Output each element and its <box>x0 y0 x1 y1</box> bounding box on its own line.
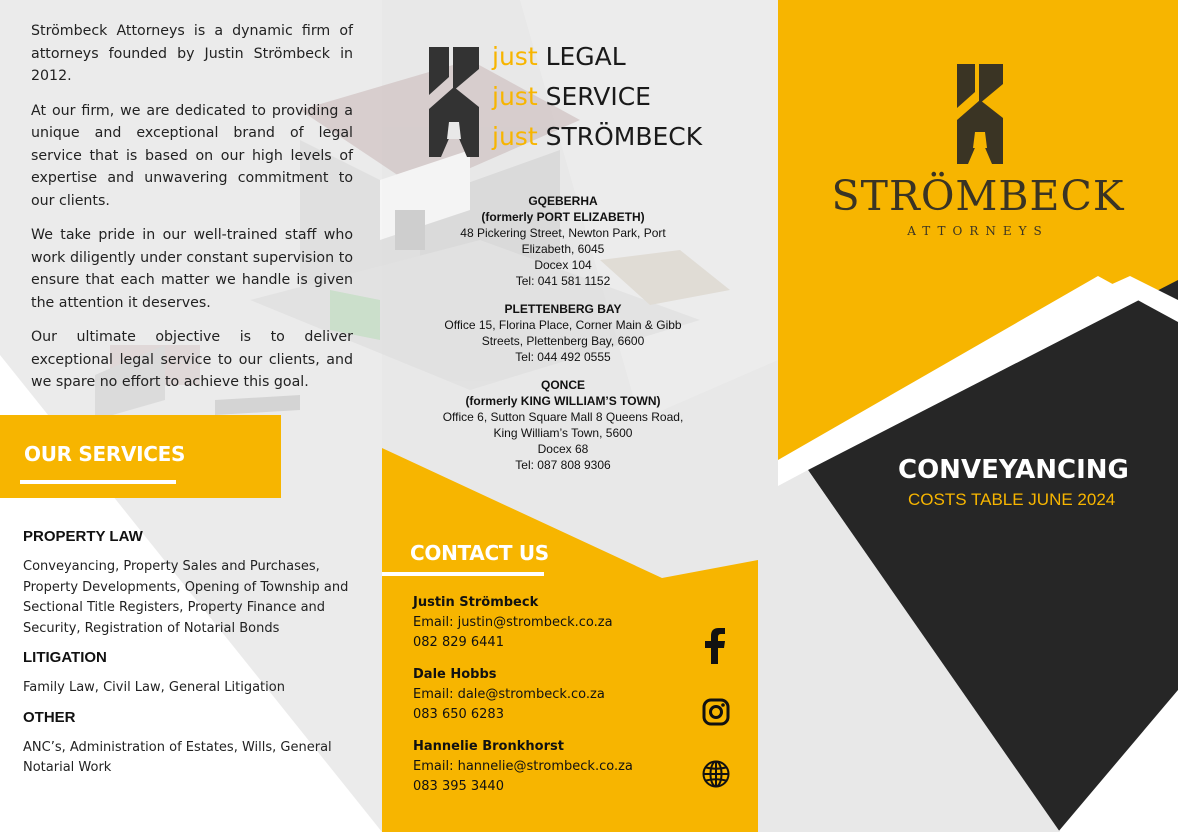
slogan-line-strombeck <box>492 117 702 157</box>
intro-paragraph-4: Our ultimate objective is to deliver exceptional legal service to our clients, and we spare no effort to achieve this goal. <box>31 329 353 390</box>
office-address: Office 6, Sutton Square Mall 8 Queens Road, <box>442 410 684 424</box>
office-name: GQEBERHA <box>528 194 598 208</box>
contact-person-dale <box>413 665 683 725</box>
slogan-line-legal <box>492 37 702 77</box>
contact-name: Justin Strömbeck <box>413 595 539 610</box>
office-former-name: (formerly KING WILLIAM’S TOWN) <box>465 394 661 408</box>
office-qonce <box>418 377 708 473</box>
office-docex: Docex 104 <box>534 258 592 272</box>
contact-phone[interactable]: 083 650 6283 <box>413 707 504 722</box>
contact-list <box>413 593 683 809</box>
service-section-other <box>23 709 363 779</box>
contact-name: Dale Hobbs <box>413 667 497 682</box>
brand-tagline: ATTORNEYS <box>907 224 1049 238</box>
slogan-prefix: just <box>492 82 538 111</box>
slogan-line-service <box>492 77 702 117</box>
service-heading: LITIGATION <box>23 649 107 666</box>
brand-name: STRÖMBECK <box>831 172 1125 220</box>
office-tel: Tel: 087 808 9306 <box>515 458 611 472</box>
services-list <box>23 528 363 779</box>
slogan-prefix: just <box>492 42 538 71</box>
office-address: Elizabeth, 6045 <box>521 242 605 256</box>
contact-phone[interactable]: 082 829 6441 <box>413 635 504 650</box>
intro-text <box>31 20 353 406</box>
contact-person-justin <box>413 593 683 653</box>
intro-paragraph-1: Strömbeck Attorneys is a dynamic firm of attorneys founded by Justin Strömbeck in 2012. <box>31 23 353 84</box>
service-text: Family Law, Civil Law, General Litigation <box>23 680 285 695</box>
office-tel: Tel: 044 492 0555 <box>515 350 611 364</box>
our-services-heading: OUR SERVICES <box>24 442 186 466</box>
service-text: Conveyancing, Property Sales and Purchases, Property Developments, Opening of Township and Sectional Title Registers, Property Finance and Security, Registration of Notarial Bonds <box>23 559 349 636</box>
intro-paragraph-2: At our firm, we are dedicated to providing a unique and exceptional brand of legal service that is based on our high levels of expertise and unwavering commitment to our clients. <box>31 102 353 209</box>
offices <box>418 193 708 473</box>
strombeck-logo-mark-small <box>429 47 479 157</box>
office-address: King William’s Town, 5600 <box>493 426 633 440</box>
office-name: QONCE <box>540 378 585 392</box>
slogan-prefix: just <box>492 122 538 151</box>
contact-name: Hannelie Bronkhorst <box>413 739 564 754</box>
cover-title: CONVEYANCING <box>898 455 1129 485</box>
slogan-word: SERVICE <box>545 82 651 111</box>
service-section-property <box>23 528 363 639</box>
service-heading: OTHER <box>23 708 76 726</box>
contact-us-heading: CONTACT US <box>410 541 549 565</box>
office-docex: Docex 68 <box>537 442 589 456</box>
slogan-word: LEGAL <box>545 42 626 71</box>
our-services-underline <box>20 480 176 484</box>
instagram-icon[interactable] <box>702 698 730 726</box>
office-former-name: (formerly PORT ELIZABETH) <box>481 210 645 224</box>
office-address: Office 15, Florina Place, Corner Main & Gibb <box>444 318 682 332</box>
service-heading: PROPERTY LAW <box>23 528 143 545</box>
office-gqeberha <box>418 193 708 289</box>
contact-phone[interactable]: 083 395 3440 <box>413 779 504 794</box>
contact-underline <box>382 572 544 576</box>
service-text: ANC’s, Administration of Estates, Wills, General Notarial Work <box>23 739 332 775</box>
slogan-word: STRÖMBECK <box>545 122 703 151</box>
contact-email[interactable]: Email: justin@strombeck.co.za <box>413 615 613 630</box>
intro-paragraph-3: We take pride in our well-trained staff who work diligently under constant supervision to ensure that each matter we handle is given the attention it deserves. <box>31 227 353 311</box>
slogan <box>492 37 702 157</box>
office-plettenberg-bay <box>418 301 708 365</box>
facebook-icon[interactable] <box>702 628 728 664</box>
contact-person-hannelie <box>413 737 683 797</box>
office-name: PLETTENBERG BAY <box>504 302 622 316</box>
cover-subtitle: COSTS TABLE JUNE 2024 <box>908 490 1116 509</box>
globe-icon[interactable] <box>701 759 731 789</box>
contact-email[interactable]: Email: hannelie@strombeck.co.za <box>413 759 633 774</box>
service-section-litigation <box>23 649 363 699</box>
office-tel: Tel: 041 581 1152 <box>515 274 611 288</box>
strombeck-logo-mark-large <box>957 64 1003 164</box>
office-address: 48 Pickering Street, Newton Park, Port <box>460 226 666 240</box>
contact-email[interactable]: Email: dale@strombeck.co.za <box>413 687 605 702</box>
office-address: Streets, Plettenberg Bay, 6600 <box>481 334 645 348</box>
